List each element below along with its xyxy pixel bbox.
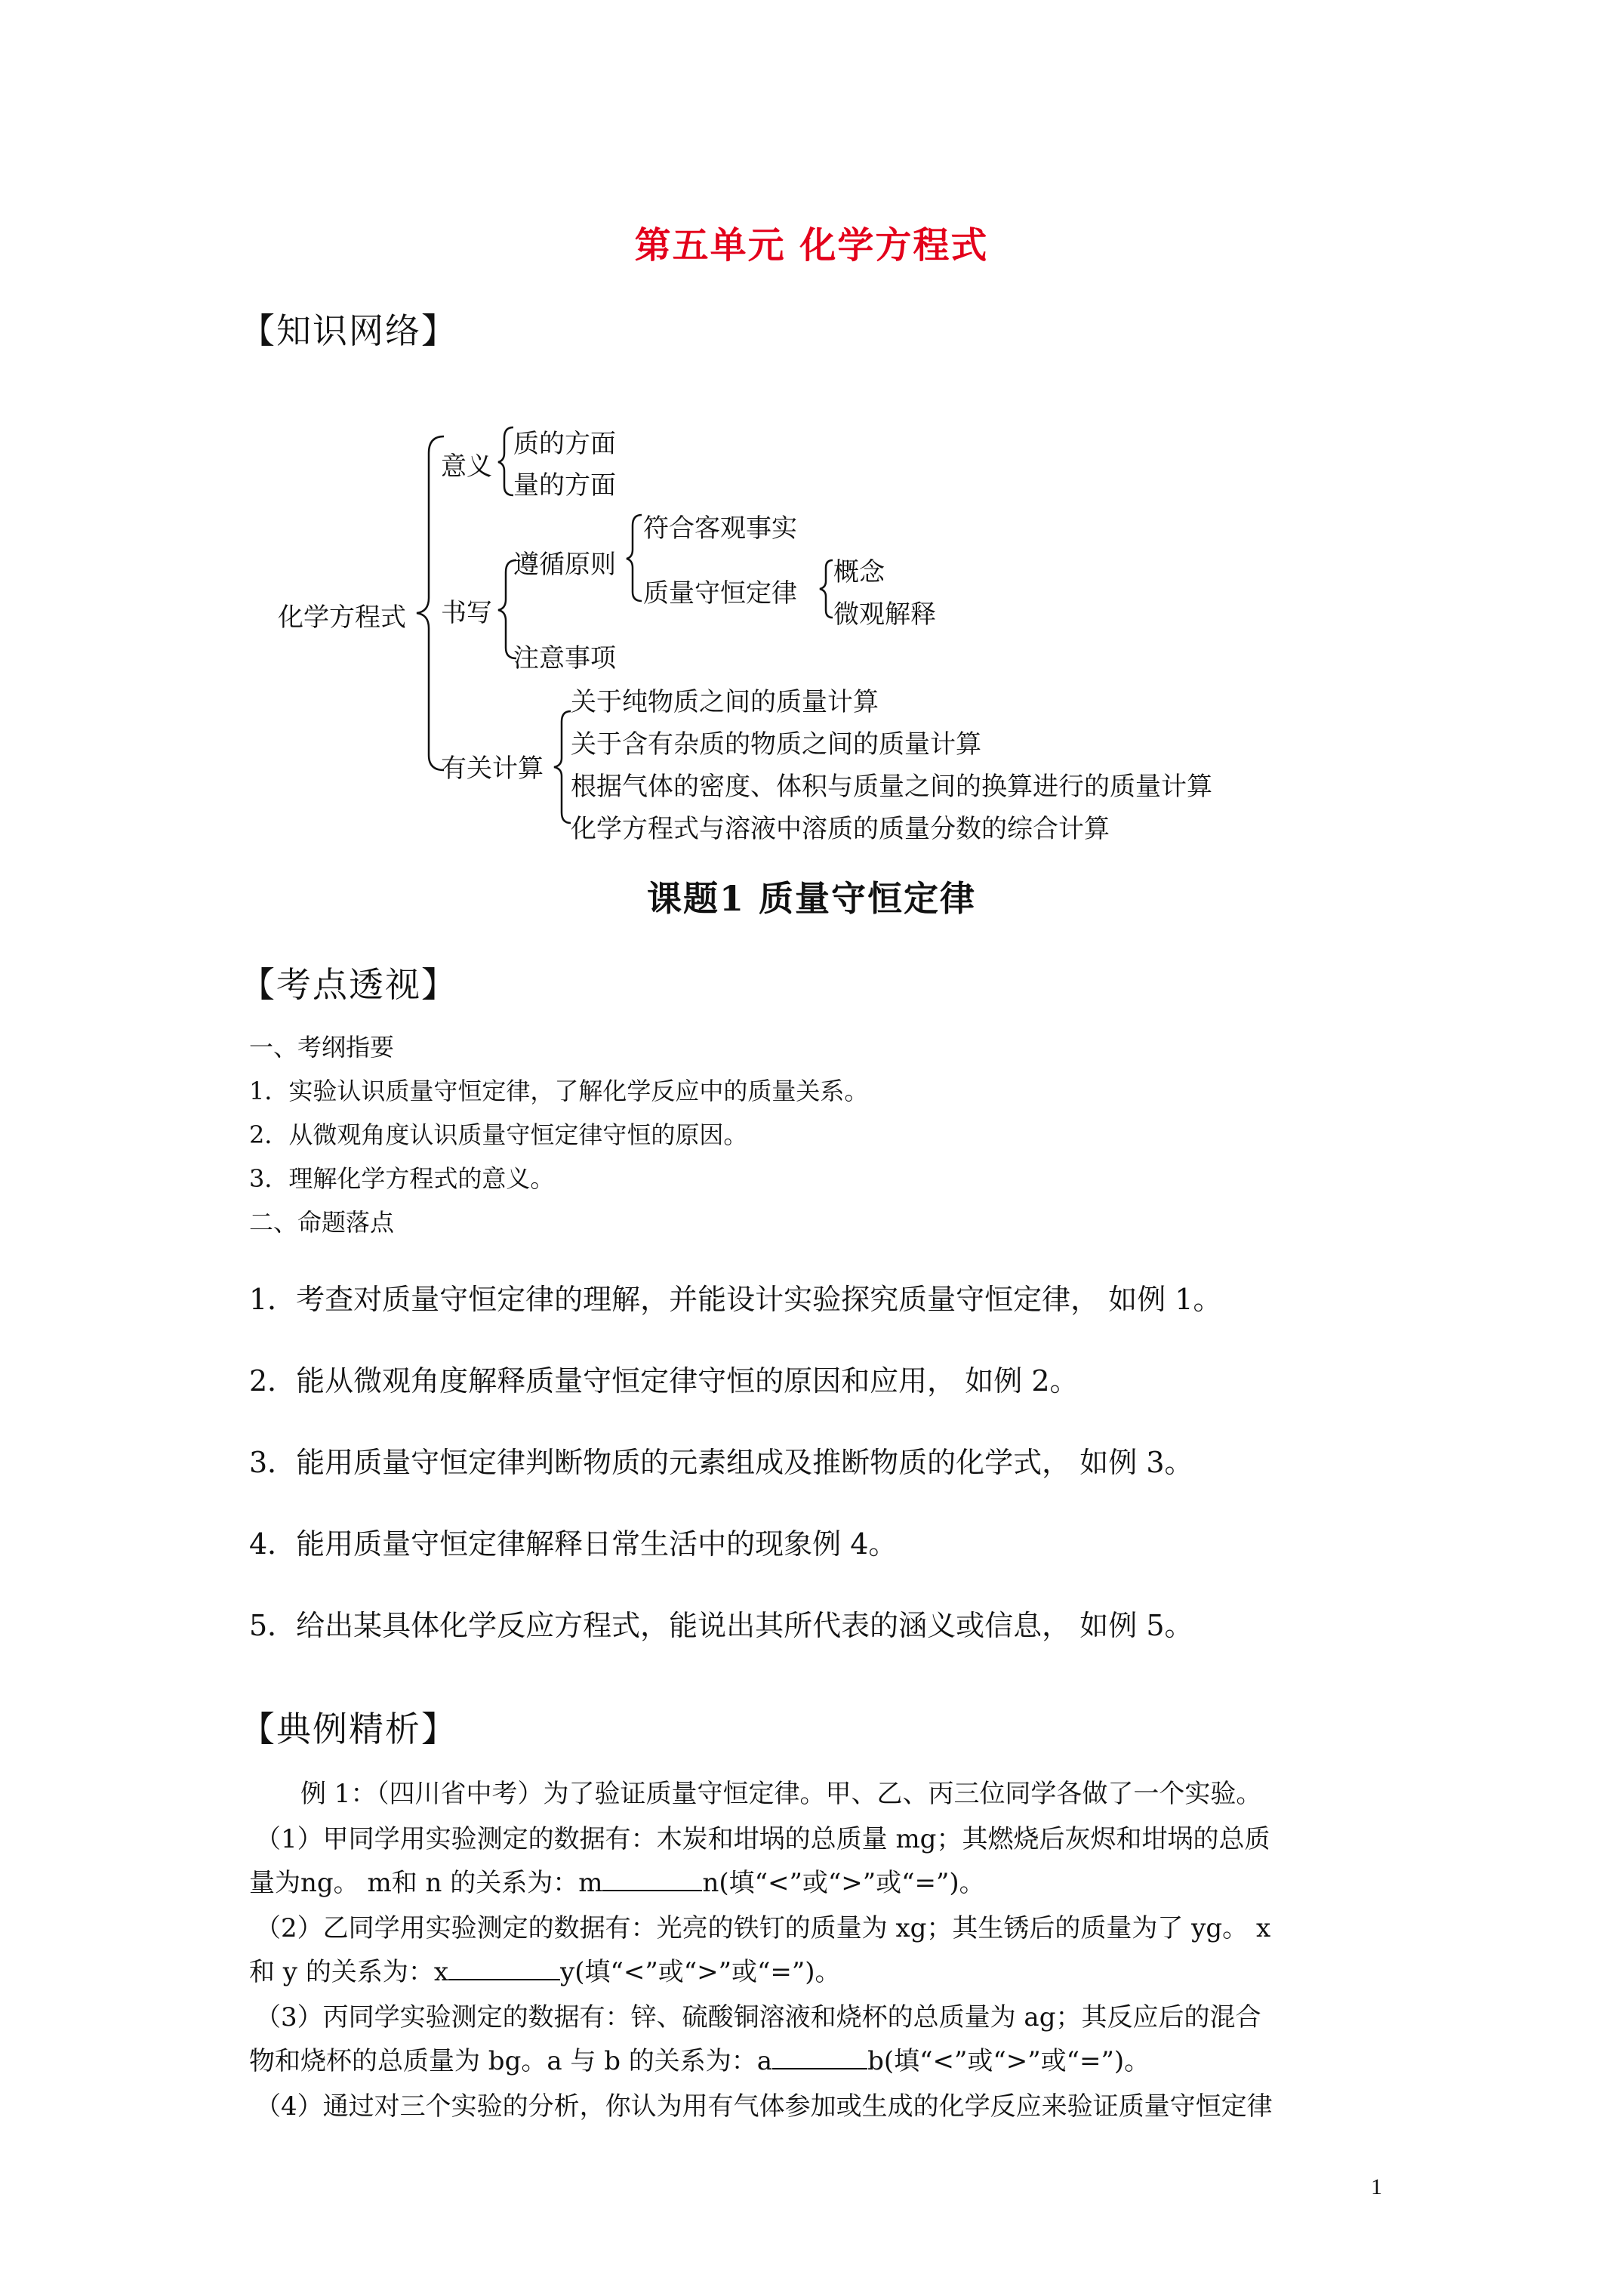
page-number: 1	[1371, 2174, 1382, 2199]
example1-q2-choices: y(填“<”或“>”或“=”)。	[560, 1957, 841, 1987]
example1-q2-text: 和 y 的关系为：x	[249, 1957, 448, 1987]
meaning-brace	[498, 427, 513, 495]
root-brace	[417, 436, 444, 770]
knowledge-network-heading: 【知识网络】	[240, 310, 457, 351]
points-item: 5．给出某具体化学反应方程式，能说出其所代表的涵义或信息， 如例 5。	[249, 1609, 1193, 1642]
tree-calc-item: 化学方程式与溶液中溶质的质量分数的综合计算	[571, 814, 1110, 844]
example1-q1-choices: n(填“<”或“>”或“=”)。	[702, 1868, 985, 1898]
outline-item: 3．理解化学方程式的意义。	[249, 1164, 555, 1193]
tree-law-item: 概念	[833, 557, 885, 587]
tree-root: 化学方程式	[278, 603, 406, 633]
tree-calc-item: 关于含有杂质的物质之间的质量计算	[571, 729, 981, 760]
points-item: 3．能用质量守恒定律判断物质的元素组成及推断物质的化学式， 如例 3。	[249, 1446, 1193, 1479]
outline-item: 2．从微观角度认识质量守恒定律守恒的原因。	[249, 1120, 748, 1149]
answer-blank-1[interactable]	[602, 1867, 702, 1891]
page-title: 第五单元 化学方程式	[634, 224, 989, 267]
tree-meaning-item: 量的方面	[513, 470, 616, 501]
example1-q4-line1: （4）通过对三个实验的分析，你认为用有气体参加或生成的化学反应来验证质量守恒定律	[255, 2091, 1273, 2122]
exam-focus-heading: 【考点透视】	[240, 964, 457, 1005]
example1-q3-line2	[249, 2040, 1150, 2077]
answer-blank-3[interactable]	[772, 2045, 867, 2069]
example1-q3-text: 物和烧杯的总质量为 bg。a 与 b 的关系为：a	[249, 2046, 773, 2076]
tree-writing: 书写	[441, 598, 492, 628]
example1-q1-text: 量为ng。 m和 n 的关系为：m	[249, 1868, 603, 1898]
outline-item: 1．实验认识质量守恒定律，了解化学反应中的质量关系。	[249, 1077, 869, 1105]
points-heading: 二、命题落点	[249, 1208, 395, 1237]
points-item: 4．能用质量守恒定律解释日常生活中的现象例 4。	[249, 1527, 898, 1561]
tree-meaning-item: 质的方面	[513, 429, 616, 459]
example1-q1-line1: （1）甲同学用实验测定的数据有：木炭和坩埚的总质量 mg；其燃烧后灰烬和坩埚的总质	[255, 1824, 1270, 1854]
tree-principle: 遵循原则	[513, 550, 616, 580]
answer-blank-2[interactable]	[448, 1956, 560, 1980]
tree-calc-item: 根据气体的密度、体积与质量之间的换算进行的质量计算	[571, 772, 1212, 802]
example1-q3-line1: （3）丙同学实验测定的数据有：锌、硫酸铜溶液和烧杯的总质量为 ag；其反应后的混合	[255, 2002, 1261, 2032]
calc-brace	[554, 711, 571, 823]
tree-notes: 注意事项	[513, 643, 616, 673]
tree-calc-item: 关于纯物质之间的质量计算	[571, 687, 879, 717]
example1-q2-line2	[249, 1951, 841, 1988]
law-brace	[820, 560, 833, 618]
tree-principle-item: 质量守恒定律	[643, 578, 797, 609]
points-item: 1．考查对质量守恒定律的理解，并能设计实验探究质量守恒定律， 如例 1。	[249, 1283, 1222, 1316]
outline-heading: 一、考纲指要	[249, 1033, 395, 1062]
points-item: 2．能从微观角度解释质量守恒定律守恒的原因和应用， 如例 2。	[249, 1364, 1079, 1398]
tree-principle-item: 符合客观事实	[643, 513, 797, 544]
lesson-title: 课题1 质量守恒定律	[646, 878, 977, 919]
example1-intro: 例 1：（四川省中考）为了验证质量守恒定律。甲、乙、丙三位同学各做了一个实验。	[300, 1779, 1262, 1809]
example1-q1-line2	[249, 1862, 985, 1899]
example1-q2-line1: （2）乙同学用实验测定的数据有：光亮的铁钉的质量为 xg；其生锈后的质量为了 yg。 x	[255, 1913, 1271, 1943]
tree-law-item: 微观解释	[833, 599, 936, 630]
tree-calc: 有关计算	[441, 754, 544, 784]
example1-q3-choices: b(填“<”或“>”或“=”)。	[867, 2046, 1150, 2076]
examples-heading: 【典例精析】	[240, 1709, 457, 1749]
principle-brace	[627, 515, 642, 601]
tree-meaning: 意义	[441, 451, 492, 482]
